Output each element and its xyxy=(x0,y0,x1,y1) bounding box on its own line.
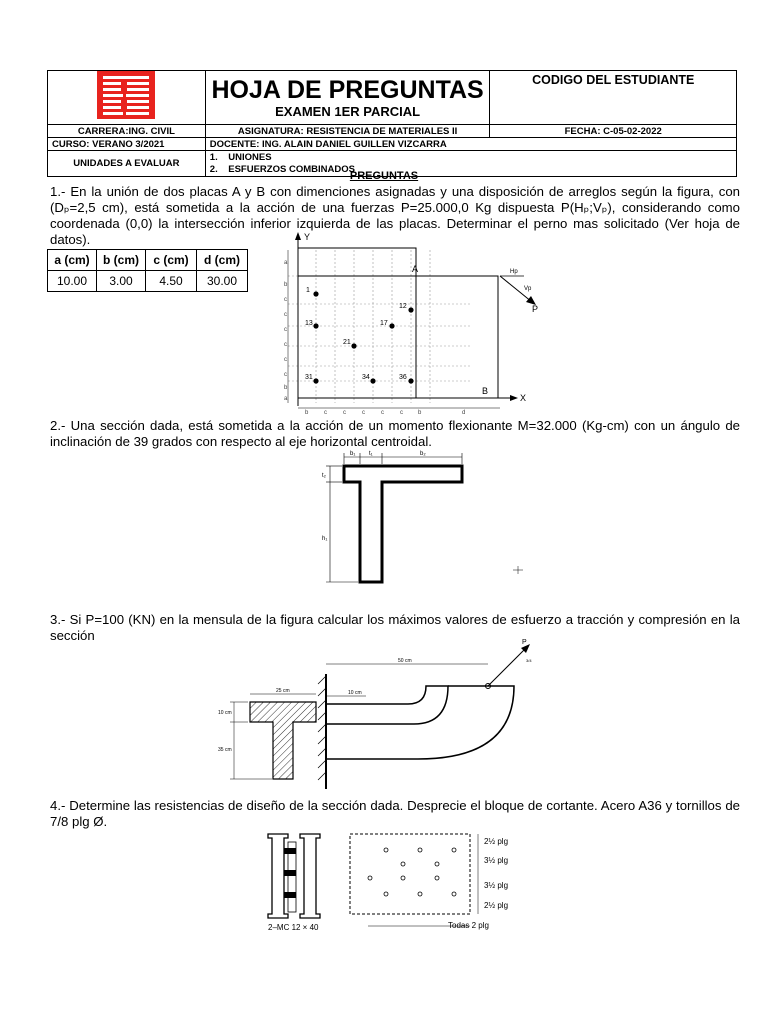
dim-25-label: 25 cm xyxy=(276,688,290,694)
logo-cell xyxy=(48,71,206,125)
bracket-upper xyxy=(326,686,448,724)
table-cell: 10.00 xyxy=(48,271,97,292)
unidad-item: 1. UNIONES xyxy=(209,151,272,163)
dim-label: a xyxy=(284,260,288,266)
plate-b xyxy=(298,276,498,398)
dim-10cm-label: 10 cm xyxy=(348,690,362,696)
plates-figure xyxy=(270,228,560,418)
t-section-figure xyxy=(318,448,528,588)
bolt xyxy=(408,307,413,312)
plate-a-label: A xyxy=(412,264,419,274)
table-cell: 3.00 xyxy=(97,271,146,292)
spacing-label: 2½ plg xyxy=(484,837,509,846)
bolt-label: 21 xyxy=(343,339,351,346)
docente-cell: DOCENTE: ING. ALAIN DANIEL GUILLEN VIZCARRA xyxy=(205,138,736,151)
dim-label: c xyxy=(284,357,287,363)
bolt xyxy=(389,323,394,328)
dim-label: b xyxy=(284,282,288,288)
student-code-cell xyxy=(490,71,737,125)
university-logo-icon xyxy=(97,71,155,119)
p-label: P xyxy=(532,304,539,314)
h1-label: h₁ xyxy=(322,536,328,542)
bolt xyxy=(408,378,413,383)
t-section xyxy=(344,466,462,582)
dim-label: c xyxy=(284,297,287,303)
exam-subtitle: EXAMEN 1ER PARCIAL xyxy=(275,103,421,119)
dim-label: c xyxy=(284,312,287,318)
student-code-label: CODIGO DEL ESTUDIANTE xyxy=(532,73,695,87)
bolt xyxy=(351,343,356,348)
table-cell: 4.50 xyxy=(146,271,197,292)
bolt-label: 12 xyxy=(399,303,407,310)
spacing-label: 3½ plg xyxy=(484,881,509,890)
b2-label: b₂ xyxy=(420,451,426,457)
bolt-label: 34 xyxy=(362,374,370,381)
bracket-figure xyxy=(218,634,548,794)
dim-label: c xyxy=(284,372,287,378)
dim-label: b xyxy=(305,410,309,416)
t2-label: t₂ xyxy=(322,473,326,479)
dim-label: c xyxy=(324,410,327,416)
b1-label: b₁ xyxy=(350,451,356,457)
curso-cell: CURSO: VERANO 3/2021 xyxy=(48,138,206,151)
dim-label: c xyxy=(381,410,384,416)
question-4-text: 4.- Determine las resistencias de diseño de la sección dada. Desprecie el bloque de cortante. Acero A36 y tornillos de 7/8 plg Ø. xyxy=(50,798,740,829)
load-arrow xyxy=(488,648,526,686)
header-table xyxy=(47,70,737,177)
table-header: d (cm) xyxy=(197,250,248,271)
dim-label: c xyxy=(284,342,287,348)
x-axis-label: X xyxy=(520,393,527,403)
dim-label: b xyxy=(418,410,422,416)
channel-connection-figure xyxy=(260,830,550,940)
hp-label: Hp xyxy=(510,269,518,275)
y-axis-label: Y xyxy=(304,232,311,242)
spacing-label: 2½ plg xyxy=(484,901,509,910)
question-2-text: 2.- Una sección dada, está sometida a la acción de un momento flexionante M=32.000 (Kg-cm) con un ángulo de inclinación de 39 grados con respecto al eje horizontal centroidal. xyxy=(50,418,740,449)
gusset-plate xyxy=(350,834,470,914)
table-header: a (cm) xyxy=(48,250,97,271)
bolt xyxy=(313,323,318,328)
dim-50-label: 50 cm xyxy=(398,658,412,664)
plate-b-label: B xyxy=(482,386,489,396)
dim-label: b xyxy=(284,385,288,391)
channel-label: 2–MC 12 × 40 xyxy=(268,923,319,932)
data-table xyxy=(47,249,248,292)
dim-label: c xyxy=(284,327,287,333)
question-1-text: 1.- En la unión de dos placas A y B con dimenciones asignadas y una disposición de arreglos según la figura, con (Dₚ=2,5 cm), está sometida a la acción de una fuerzas P=25.000,0 Kg dispuesta P(Hₚ;Vₚ), considerando como coordenada (0,0) la intersección inferior izquierda de las placas. Determinar el perno mas solicitado (Ver hoja de datos). xyxy=(50,184,740,247)
t1-label: t₁ xyxy=(369,451,373,457)
bolt-label: 17 xyxy=(380,320,388,327)
bolt-label: 1 xyxy=(306,287,310,294)
all-spacing-label: Todas 2 plg xyxy=(448,921,489,930)
question-3-text: 3.- Si P=100 (KN) en la mensula de la figura calcular los máximos valores de esfuerzo a tracción y compresión en la sección xyxy=(50,612,740,643)
dim-label: c xyxy=(362,410,365,416)
asignatura-cell: ASIGNATURA: RESISTENCIA DE MATERIALES II xyxy=(205,125,490,138)
dim-35-label: 35 cm xyxy=(218,747,232,753)
fecha-cell: FECHA: C-05-02-2022 xyxy=(490,125,737,138)
vp-label: Vp xyxy=(524,286,532,292)
table-header: c (cm) xyxy=(146,250,197,271)
dim-label: c xyxy=(400,410,403,416)
page-title: HOJA DE PREGUNTAS xyxy=(211,75,484,104)
bolt-label: 31 xyxy=(305,374,313,381)
t-section-hatched xyxy=(250,702,316,779)
spacing-label: 3½ plg xyxy=(484,856,509,865)
bolt xyxy=(313,291,318,296)
table-header: b (cm) xyxy=(97,250,146,271)
dim-10-label: 10 cm xyxy=(218,710,232,716)
unidades-label-cell: UNIDADES A EVALUAR xyxy=(48,151,206,177)
bolt xyxy=(313,378,318,383)
questions-heading: PREGUNTAS xyxy=(349,170,419,182)
p-label: P xyxy=(522,639,527,646)
table-cell: 30.00 xyxy=(197,271,248,292)
dim-label: a xyxy=(284,396,288,402)
angle-label: 3/4 xyxy=(526,658,532,663)
bolt xyxy=(370,378,375,383)
bolt-label: 13 xyxy=(305,320,313,327)
bolt-label: 36 xyxy=(399,374,407,381)
carrera-cell: CARRERA:ING. CIVIL xyxy=(48,125,206,138)
dim-label: d xyxy=(462,410,466,416)
bracket-body xyxy=(326,686,514,759)
title-cell xyxy=(205,71,490,125)
unidad-item: 2. ESFUERZOS COMBINADOS xyxy=(209,163,355,175)
dim-label: c xyxy=(343,410,346,416)
